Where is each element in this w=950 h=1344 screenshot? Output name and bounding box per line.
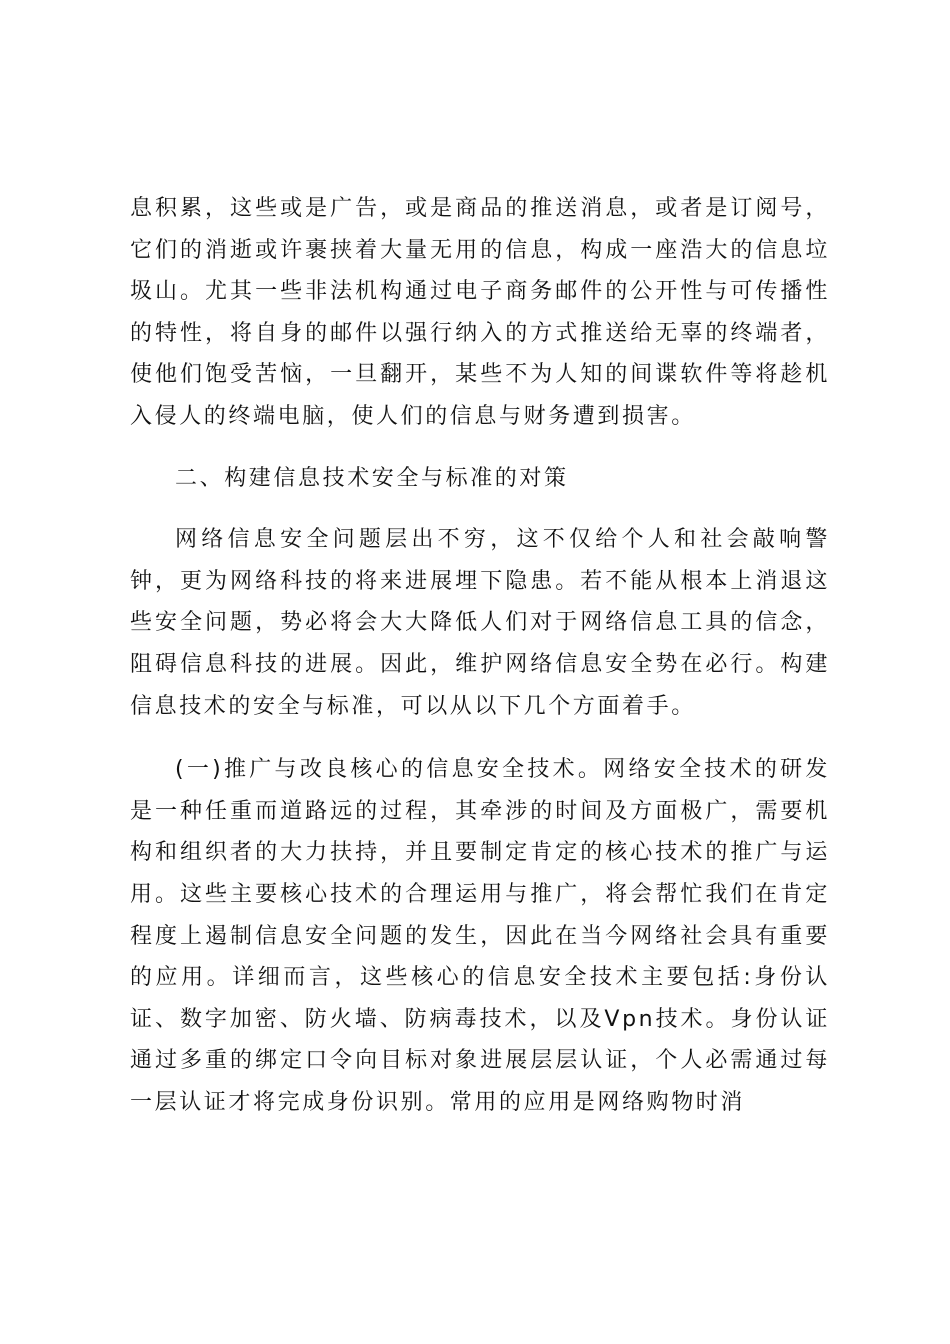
paragraph: 网络信息安全问题层出不穷，这不仅给个人和社会敲响警钟，更为网络科技的将来进展埋下隐患。若不能从根本上消退这些安全问题，势必将会大大降低人们对于网络信息工具的信念，阻碍信息科技的进展。因此，维护网络信息安全势在必行。构建信息技术的安全与标准，可以从以下几个方面着手。: [130, 527, 830, 719]
document-body: [130, 188, 830, 1123]
paragraph-gap: [130, 438, 830, 458]
paragraph-gap: [130, 499, 830, 519]
section-heading: 二、构建信息技术安全与标准的对策: [175, 465, 569, 491]
paragraph: (一)推广与改良核心的信息安全技术。网络安全技术的研发是一种任重而道路远的过程，其牵涉的时间及方面极广，需要机构和组织者的大力扶持，并且要制定肯定的核心技术的推广与运用。这些主要核心技术的合理运用与推广，将会帮忙我们在肯定程度上遏制信息安全问题的发生，因此在当今网络社会具有重要的应用。详细而言，这些核心的信息安全技术主要包括:身份认证、数字加密、防火墙、防病毒技术，以及Vpn技术。身份认证通过多重的绑定口令向目标对象进展层层认证，个人必需通过每一层认证才将完成身份识别。常用的应用是网络购物时消: [130, 757, 830, 1115]
paragraph-gap: [130, 727, 830, 749]
paragraph-continued: 息积累，这些或是广告，或是商品的推送消息，或者是订阅号，它们的消逝或许裹挟着大量无用的信息，构成一座浩大的信息垃圾山。尤其一些非法机构通过电子商务邮件的公开性与可传播性的特性，将自身的邮件以强行纳入的方式推送给无辜的终端者，使他们饱受苦恼，一旦翻开，某些不为人知的间谍软件等将趁机入侵人的终端电脑，使人们的信息与财务遭到损害。: [130, 196, 830, 429]
